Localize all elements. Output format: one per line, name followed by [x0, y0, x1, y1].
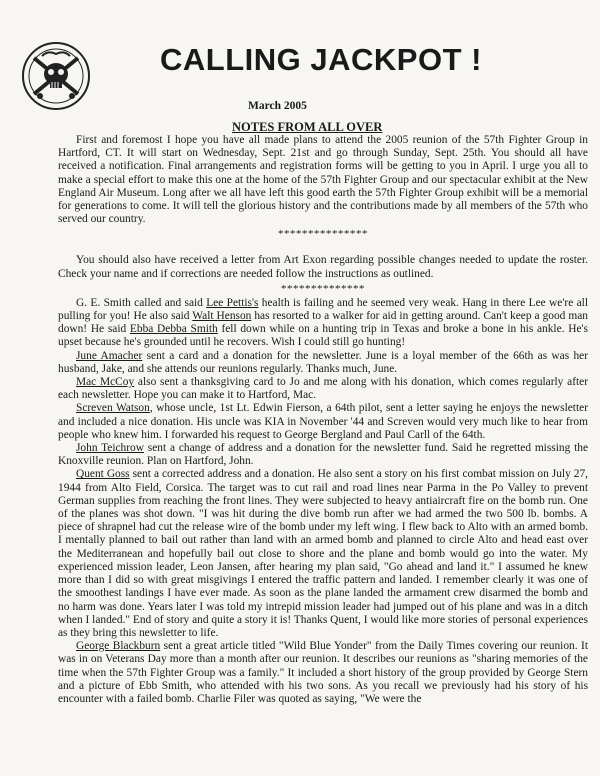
paragraph-watson: Screven Watson, whose uncle, 1st Lt. Edwin Fierson, a 64th pilot, sent a letter saying he enjoys the newsletter and included a nice donation. His uncle was KIA in November '44 and Screven would very much like to hear from people who knew him. I forwarded his request to George Bergland and Paul Carll of the 64th.: [58, 402, 588, 441]
member-name: Quent Goss: [76, 468, 130, 481]
section-heading: NOTES FROM ALL OVER: [232, 120, 383, 134]
paragraph-reunion: First and foremost I hope you have all made plans to attend the 2005 reunion of the 57th Fighter Group in Hartford, CT. It will start on Wednesday, Sept. 21st and go through Sunday, Sept. 25th. You should all have received a notification. Final arrangements and registration forms will be getting to you in April. I urge you all to make a special effort to make this one at the home of the 57th Fighter Group and our spectacular exhibit at the New England Air Museum. Long after we all have left this good earth the 57th Fighter Group exhibit will be a memorial for generations to come. It will tell the glorious history and the contributions made by all members of the 57th who served our country.: [58, 134, 588, 226]
member-name: Walt Henson: [192, 310, 252, 323]
squadron-emblem-icon: [20, 40, 92, 112]
newsletter-title: CALLING JACKPOT !: [160, 42, 482, 77]
member-name: Lee Pettis's: [206, 296, 259, 309]
paragraph-goss: Quent Goss sent a corrected address and a donation. He also sent a story on his first combat mission on July 27, 1944 from Alto Field, Corsica. The target was to cut rail and road lines near Parma in the Po Valley to prevent German supplies from reaching the front lines. They were subjected to heavy antiaircraft fire on the bomb run. One of the planes was shot down. "I was hit during the dive bomb run after we had armed the two 500 lb. bombs. A piece of shrapnel had cut the release wire of the bomb under my left wing. I flew back to Alto with an armed bomb. I mentally planned to bail out rather than land with an armed bomb and planned to circle Alto and head east over the Mediterranean and hopefully bail out close to shore and the plane and bomb would go into the water. My experienced mission leader, Leon Jansen, after hearing my plan said, "Go ahead and land it." I assumed he knew more than I did so with great misgivings I entered the traffic pattern and landed. I remember clearly it was one of the smoothest landings I have ever made. As soon as the plane landed the armament crew disarmed the bomb and no harm was done. Years later I was told my intrepid mission leader had jumped out of his plane and was in a ditch when I landed." End of story and quite a story it is! Thanks Quent, I would like more stories of personal experiences as they bring this newsletter to life.: [58, 468, 588, 639]
paragraph-teichrow: John Teichrow sent a change of address and a donation for the newsletter fund. Said he regretted missing the Knoxville reunion. Plan on Hartford, John.: [58, 442, 588, 468]
member-name: George Blackburn: [76, 640, 161, 653]
issue-date: March 2005: [248, 100, 307, 112]
member-name: Ebba Debba Smith: [129, 323, 218, 336]
member-name: G. E. Smith: [76, 296, 131, 309]
member-name: Mac McCoy: [76, 376, 135, 389]
separator-stars: ***************: [278, 228, 368, 241]
member-name: Screven Watson: [76, 402, 150, 415]
separator-stars: **************: [281, 282, 365, 295]
article-body: [58, 134, 588, 706]
paragraph-roster: You should also have received a letter from Art Exon regarding possible changes needed to update the roster. Check your name and if corrections are needed follow the instructions as outlined.: [58, 254, 588, 280]
paragraph-blackburn: George Blackburn sent a great article titled "Wild Blue Yonder" from the Daily Times covering our reunion. It was in on Veterans Day more than a month after our reunion. It describes our reunions as "sharing memories of the time when the 57th Fighter Group was a family." It included a short history of the group provided by George Stern and a picture of Ebb Smith, who attended with his two sons. As you recall we previously had his story of his encounter with a failed bomb. Charlie Filer was quoted as saying, "We were the: [58, 640, 588, 705]
member-name: John Teichrow: [76, 442, 144, 455]
member-name: June Amacher: [76, 349, 143, 362]
paragraph-amacher: June Amacher sent a card and a donation for the newsletter. June is a loyal member of the 66th as was her husband, Jake, and she attends our reunions regularly. Thanks much, June.: [58, 349, 588, 375]
paragraph-mccoy: Mac McCoy also sent a thanksgiving card to Jo and me along with his donation, which comes regularly after each newsletter. Hope you can make it to Hartford, Mac.: [58, 376, 588, 402]
paragraph-smith: G. E. Smith called and said Lee Pettis's health is failing and he seemed very weak. Hang in there Lee we're all pulling for you! He also said Walt Henson has resorted to a walker for aid in getting around. Can't keep a good man down! He said Ebba Debba Smith fell down while on a hunting trip in Texas and broke a bone in his ankle. He's upset because he's grounded until he recovers. Wish I could still go hunting!: [58, 296, 589, 349]
